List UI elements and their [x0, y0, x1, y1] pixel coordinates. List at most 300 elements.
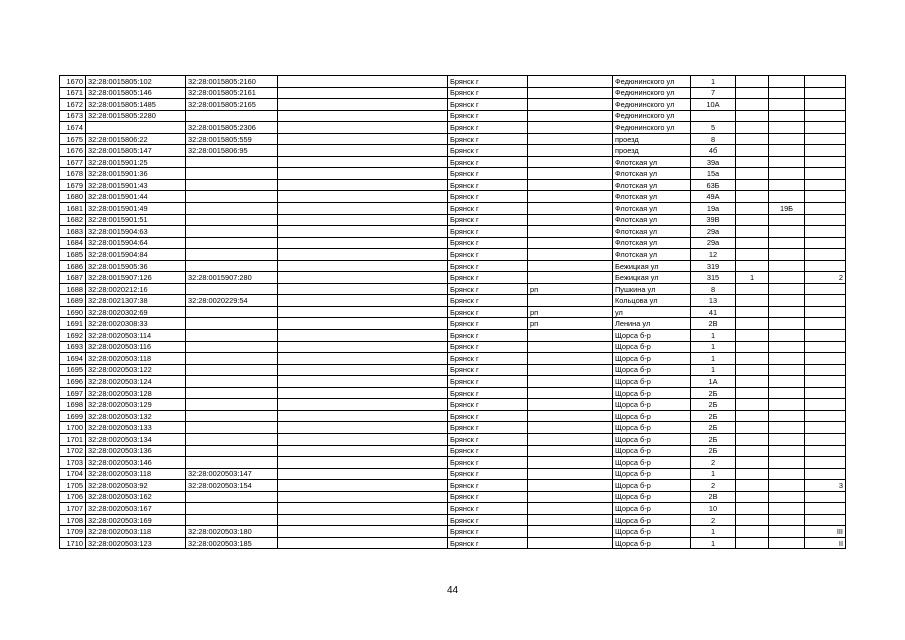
cell-extra-number [769, 445, 805, 457]
cell-extra-number [769, 179, 805, 191]
cell-structure [805, 99, 846, 111]
cell-street: Щорса б-р [613, 330, 691, 342]
cell-blank-column [278, 480, 448, 492]
cell-cadastral-number: 32:28:0020503:128 [86, 387, 186, 399]
page-number: 44 [446, 585, 459, 596]
table-row [60, 226, 846, 238]
cell-building [736, 168, 769, 180]
cell-city: Брянск г [448, 364, 528, 376]
cell-row-number: 1672 [60, 99, 86, 111]
cell-settlement-type [528, 99, 613, 111]
cell-cadastral-number: 32:28:0020308:33 [86, 318, 186, 330]
table-body [60, 76, 846, 549]
cell-cadastral-number: 32:28:0020503:124 [86, 376, 186, 388]
cell-cadastral-number: 32:28:0015905:36 [86, 260, 186, 272]
cell-structure [805, 145, 846, 157]
cell-extra-number [769, 110, 805, 122]
cell-cadastral-number: 32:28:0015805:146 [86, 87, 186, 99]
cell-blank-column [278, 330, 448, 342]
cell-city: Брянск г [448, 179, 528, 191]
cell-structure [805, 330, 846, 342]
cell-city: Брянск г [448, 272, 528, 284]
cell-settlement-type [528, 526, 613, 538]
cell-street: Флотская ул [613, 156, 691, 168]
cell-street: Щорса б-р [613, 376, 691, 388]
cell-blank-column [278, 433, 448, 445]
cell-city: Брянск г [448, 203, 528, 215]
cell-house-number: 319 [691, 260, 736, 272]
cell-structure [805, 203, 846, 215]
cell-cadastral-number: 32:28:0015805:102 [86, 76, 186, 88]
cell-row-number: 1700 [60, 422, 86, 434]
cell-street: ул [613, 306, 691, 318]
cell-street: Флотская ул [613, 168, 691, 180]
cell-city: Брянск г [448, 249, 528, 261]
cell-settlement-type [528, 399, 613, 411]
cell-city: Брянск г [448, 410, 528, 422]
cell-linked-cadastral-number: 32:28:0020503:185 [186, 537, 278, 549]
cell-blank-column [278, 341, 448, 353]
cell-linked-cadastral-number [186, 491, 278, 503]
cell-cadastral-number: 32:28:0015901:36 [86, 168, 186, 180]
cell-house-number: 10А [691, 99, 736, 111]
cell-settlement-type [528, 191, 613, 203]
cell-cadastral-number: 32:28:0015901:25 [86, 156, 186, 168]
cell-extra-number [769, 537, 805, 549]
table-row [60, 387, 846, 399]
cell-building: 1 [736, 272, 769, 284]
cell-street: Кольцова ул [613, 295, 691, 307]
cell-city: Брянск г [448, 457, 528, 469]
cell-blank-column [278, 191, 448, 203]
cell-structure: 3 [805, 480, 846, 492]
cell-linked-cadastral-number [186, 457, 278, 469]
table-row [60, 537, 846, 549]
cell-extra-number [769, 168, 805, 180]
cell-street: проезд [613, 133, 691, 145]
cell-house-number: 41 [691, 306, 736, 318]
cell-house-number: 1 [691, 526, 736, 538]
cell-blank-column [278, 156, 448, 168]
cell-linked-cadastral-number [186, 387, 278, 399]
table-row [60, 156, 846, 168]
cell-city: Брянск г [448, 110, 528, 122]
cell-extra-number [769, 341, 805, 353]
cell-building [736, 76, 769, 88]
cell-settlement-type [528, 87, 613, 99]
cell-city: Брянск г [448, 76, 528, 88]
cell-settlement-type [528, 364, 613, 376]
cell-blank-column [278, 306, 448, 318]
cell-city: Брянск г [448, 433, 528, 445]
cell-linked-cadastral-number [186, 503, 278, 515]
table-row [60, 364, 846, 376]
cell-settlement-type: рп [528, 306, 613, 318]
cell-cadastral-number: 32:28:0015904:63 [86, 226, 186, 238]
cell-building [736, 122, 769, 134]
cell-city: Брянск г [448, 191, 528, 203]
cell-house-number: 63Б [691, 179, 736, 191]
cell-city: Брянск г [448, 387, 528, 399]
cell-city: Брянск г [448, 353, 528, 365]
cell-row-number: 1703 [60, 457, 86, 469]
cell-street: Щорса б-р [613, 445, 691, 457]
cell-city: Брянск г [448, 87, 528, 99]
table-row [60, 457, 846, 469]
cell-cadastral-number: 32:28:0015805:1485 [86, 99, 186, 111]
cell-extra-number [769, 306, 805, 318]
cell-extra-number [769, 353, 805, 365]
cell-structure [805, 156, 846, 168]
cell-street: Бежицкая ул [613, 260, 691, 272]
cell-cadastral-number: 32:28:0015904:84 [86, 249, 186, 261]
cell-building [736, 399, 769, 411]
table-row [60, 526, 846, 538]
cell-settlement-type [528, 491, 613, 503]
cell-linked-cadastral-number [186, 399, 278, 411]
cell-city: Брянск г [448, 122, 528, 134]
cell-row-number: 1694 [60, 353, 86, 365]
cell-extra-number [769, 491, 805, 503]
cell-linked-cadastral-number [186, 341, 278, 353]
table-row [60, 179, 846, 191]
cell-cadastral-number: 32:28:0015904:64 [86, 237, 186, 249]
table-row [60, 237, 846, 249]
cell-street: Флотская ул [613, 214, 691, 226]
cell-cadastral-number: 32:28:0020503:129 [86, 399, 186, 411]
table-row [60, 260, 846, 272]
table-row [60, 76, 846, 88]
cell-row-number: 1705 [60, 480, 86, 492]
cell-street: Щорса б-р [613, 364, 691, 376]
cell-cadastral-number: 32:28:0021307:38 [86, 295, 186, 307]
cell-settlement-type [528, 237, 613, 249]
cell-house-number: 39а [691, 156, 736, 168]
table-row [60, 433, 846, 445]
cell-blank-column [278, 422, 448, 434]
cell-linked-cadastral-number: 32:28:0015805:2161 [186, 87, 278, 99]
cell-house-number: 39В [691, 214, 736, 226]
table-row [60, 133, 846, 145]
cell-structure [805, 306, 846, 318]
table-row [60, 353, 846, 365]
cell-row-number: 1693 [60, 341, 86, 353]
table-row [60, 168, 846, 180]
cell-settlement-type [528, 330, 613, 342]
cell-house-number: 1 [691, 353, 736, 365]
cell-street: Щорса б-р [613, 526, 691, 538]
cell-extra-number [769, 318, 805, 330]
cell-city: Брянск г [448, 306, 528, 318]
cell-house-number: 315 [691, 272, 736, 284]
cell-building [736, 491, 769, 503]
cell-settlement-type [528, 145, 613, 157]
cell-extra-number [769, 410, 805, 422]
cell-row-number: 1677 [60, 156, 86, 168]
cell-linked-cadastral-number [186, 410, 278, 422]
cell-house-number: 1 [691, 76, 736, 88]
cell-house-number: 13 [691, 295, 736, 307]
cell-street: Щорса б-р [613, 353, 691, 365]
cell-house-number: 2Б [691, 433, 736, 445]
cell-house-number [691, 110, 736, 122]
cell-linked-cadastral-number [186, 226, 278, 238]
cell-linked-cadastral-number [186, 179, 278, 191]
cell-extra-number [769, 260, 805, 272]
cell-blank-column [278, 99, 448, 111]
cell-street: Щорса б-р [613, 514, 691, 526]
cell-settlement-type [528, 422, 613, 434]
cell-structure [805, 410, 846, 422]
cell-settlement-type: рп [528, 318, 613, 330]
cell-building [736, 376, 769, 388]
table-row [60, 214, 846, 226]
cell-blank-column [278, 353, 448, 365]
cell-cadastral-number: 32:28:0015901:49 [86, 203, 186, 215]
cell-extra-number [769, 514, 805, 526]
cell-extra-number [769, 480, 805, 492]
cell-street: Флотская ул [613, 191, 691, 203]
cell-linked-cadastral-number [186, 353, 278, 365]
cell-house-number: 1 [691, 341, 736, 353]
cell-building [736, 191, 769, 203]
cell-city: Брянск г [448, 156, 528, 168]
cell-building [736, 306, 769, 318]
cell-row-number: 1671 [60, 87, 86, 99]
table-row [60, 99, 846, 111]
cell-row-number: 1698 [60, 399, 86, 411]
cell-city: Брянск г [448, 226, 528, 238]
cell-house-number: 1 [691, 468, 736, 480]
cell-row-number: 1689 [60, 295, 86, 307]
table-row [60, 480, 846, 492]
cell-building [736, 226, 769, 238]
table-row [60, 191, 846, 203]
cell-street: Федюнинского ул [613, 110, 691, 122]
cell-structure [805, 457, 846, 469]
cell-blank-column [278, 376, 448, 388]
cell-structure [805, 399, 846, 411]
cell-settlement-type [528, 110, 613, 122]
cell-extra-number [769, 387, 805, 399]
cell-blank-column [278, 237, 448, 249]
cell-extra-number [769, 526, 805, 538]
cell-row-number: 1707 [60, 503, 86, 515]
cell-blank-column [278, 503, 448, 515]
cell-cadastral-number: 32:28:0015901:44 [86, 191, 186, 203]
cell-extra-number [769, 99, 805, 111]
cell-settlement-type [528, 295, 613, 307]
cell-settlement-type [528, 156, 613, 168]
cell-blank-column [278, 283, 448, 295]
cell-structure [805, 468, 846, 480]
cell-structure [805, 249, 846, 261]
cell-building [736, 318, 769, 330]
cell-row-number: 1697 [60, 387, 86, 399]
cell-building [736, 422, 769, 434]
cell-cadastral-number: 32:28:0020503:133 [86, 422, 186, 434]
cell-cadastral-number: 32:28:0020503:92 [86, 480, 186, 492]
cell-cadastral-number: 32:28:0020503:162 [86, 491, 186, 503]
cell-row-number: 1691 [60, 318, 86, 330]
cell-blank-column [278, 260, 448, 272]
cell-street: Флотская ул [613, 203, 691, 215]
cell-blank-column [278, 410, 448, 422]
cell-extra-number [769, 87, 805, 99]
cell-settlement-type [528, 203, 613, 215]
table-row [60, 272, 846, 284]
cell-street: Щорса б-р [613, 433, 691, 445]
cell-street: Щорса б-р [613, 341, 691, 353]
cell-street: Щорса б-р [613, 491, 691, 503]
cell-extra-number [769, 330, 805, 342]
cell-building [736, 145, 769, 157]
cell-house-number: 10 [691, 503, 736, 515]
cell-extra-number: 19Б [769, 203, 805, 215]
cell-blank-column [278, 318, 448, 330]
cell-building [736, 179, 769, 191]
cell-structure [805, 387, 846, 399]
cell-city: Брянск г [448, 537, 528, 549]
cell-cadastral-number: 32:28:0020503:123 [86, 537, 186, 549]
cell-city: Брянск г [448, 445, 528, 457]
cell-structure [805, 433, 846, 445]
cell-building [736, 99, 769, 111]
cell-city: Брянск г [448, 341, 528, 353]
cell-cadastral-number: 32:28:0015901:43 [86, 179, 186, 191]
cell-extra-number [769, 237, 805, 249]
cell-street: Щорса б-р [613, 399, 691, 411]
cell-linked-cadastral-number [186, 156, 278, 168]
cell-cadastral-number: 32:28:0020503:114 [86, 330, 186, 342]
cell-row-number: 1679 [60, 179, 86, 191]
cell-structure [805, 514, 846, 526]
cell-cadastral-number: 32:28:0020503:118 [86, 468, 186, 480]
cell-blank-column [278, 537, 448, 549]
cell-settlement-type [528, 214, 613, 226]
cell-structure [805, 503, 846, 515]
cell-street: Щорса б-р [613, 387, 691, 399]
cell-linked-cadastral-number [186, 168, 278, 180]
cell-house-number: 2 [691, 480, 736, 492]
cell-settlement-type: рп [528, 283, 613, 295]
table-row [60, 87, 846, 99]
cell-structure [805, 422, 846, 434]
cell-street: Флотская ул [613, 237, 691, 249]
table-row [60, 399, 846, 411]
cell-blank-column [278, 133, 448, 145]
table-row [60, 306, 846, 318]
cell-building [736, 387, 769, 399]
cell-settlement-type [528, 480, 613, 492]
cell-cadastral-number: 32:28:0020503:132 [86, 410, 186, 422]
cell-settlement-type [528, 514, 613, 526]
cell-linked-cadastral-number [186, 191, 278, 203]
cell-house-number: 29а [691, 226, 736, 238]
cell-blank-column [278, 226, 448, 238]
cell-street: Щорса б-р [613, 468, 691, 480]
cell-extra-number [769, 249, 805, 261]
cell-blank-column [278, 399, 448, 411]
table-row [60, 122, 846, 134]
cell-extra-number [769, 503, 805, 515]
cell-cadastral-number: 32:28:0020503:122 [86, 364, 186, 376]
cell-row-number: 1692 [60, 330, 86, 342]
cell-linked-cadastral-number [186, 445, 278, 457]
cell-extra-number [769, 145, 805, 157]
cell-linked-cadastral-number [186, 203, 278, 215]
cell-row-number: 1688 [60, 283, 86, 295]
cell-building [736, 237, 769, 249]
cell-row-number: 1704 [60, 468, 86, 480]
cell-extra-number [769, 399, 805, 411]
cell-house-number: 2Б [691, 410, 736, 422]
cell-blank-column [278, 203, 448, 215]
cell-structure [805, 122, 846, 134]
cell-city: Брянск г [448, 168, 528, 180]
cell-structure [805, 87, 846, 99]
cell-settlement-type [528, 133, 613, 145]
table-row [60, 330, 846, 342]
table-row [60, 422, 846, 434]
cell-house-number: 2 [691, 514, 736, 526]
cell-settlement-type [528, 503, 613, 515]
cell-building [736, 283, 769, 295]
table-row [60, 410, 846, 422]
cell-blank-column [278, 468, 448, 480]
cell-building [736, 156, 769, 168]
cell-linked-cadastral-number [186, 376, 278, 388]
cell-house-number: 1А [691, 376, 736, 388]
cell-city: Брянск г [448, 145, 528, 157]
cell-row-number: 1684 [60, 237, 86, 249]
cell-cadastral-number: 32:28:0020503:134 [86, 433, 186, 445]
cell-row-number: 1686 [60, 260, 86, 272]
cell-house-number: 7 [691, 87, 736, 99]
cell-structure [805, 214, 846, 226]
cell-linked-cadastral-number [186, 364, 278, 376]
cell-house-number: 5 [691, 122, 736, 134]
cell-linked-cadastral-number: 32:28:0020229:54 [186, 295, 278, 307]
document-sheet [59, 75, 845, 549]
cell-building [736, 526, 769, 538]
cell-row-number: 1702 [60, 445, 86, 457]
cell-row-number: 1701 [60, 433, 86, 445]
cell-linked-cadastral-number: 32:28:0015805:559 [186, 133, 278, 145]
cell-linked-cadastral-number [186, 306, 278, 318]
cell-linked-cadastral-number [186, 283, 278, 295]
cell-building [736, 353, 769, 365]
cell-linked-cadastral-number [186, 422, 278, 434]
cell-city: Брянск г [448, 283, 528, 295]
cell-linked-cadastral-number [186, 249, 278, 261]
cell-cadastral-number: 32:28:0020503:136 [86, 445, 186, 457]
cell-street: проезд [613, 145, 691, 157]
cell-settlement-type [528, 226, 613, 238]
cell-structure [805, 237, 846, 249]
cell-extra-number [769, 283, 805, 295]
cell-settlement-type [528, 249, 613, 261]
cell-blank-column [278, 445, 448, 457]
cell-blank-column [278, 272, 448, 284]
table-row [60, 514, 846, 526]
cell-building [736, 457, 769, 469]
cell-building [736, 341, 769, 353]
cell-blank-column [278, 179, 448, 191]
cell-building [736, 260, 769, 272]
cell-city: Брянск г [448, 237, 528, 249]
cell-house-number: 2В [691, 318, 736, 330]
